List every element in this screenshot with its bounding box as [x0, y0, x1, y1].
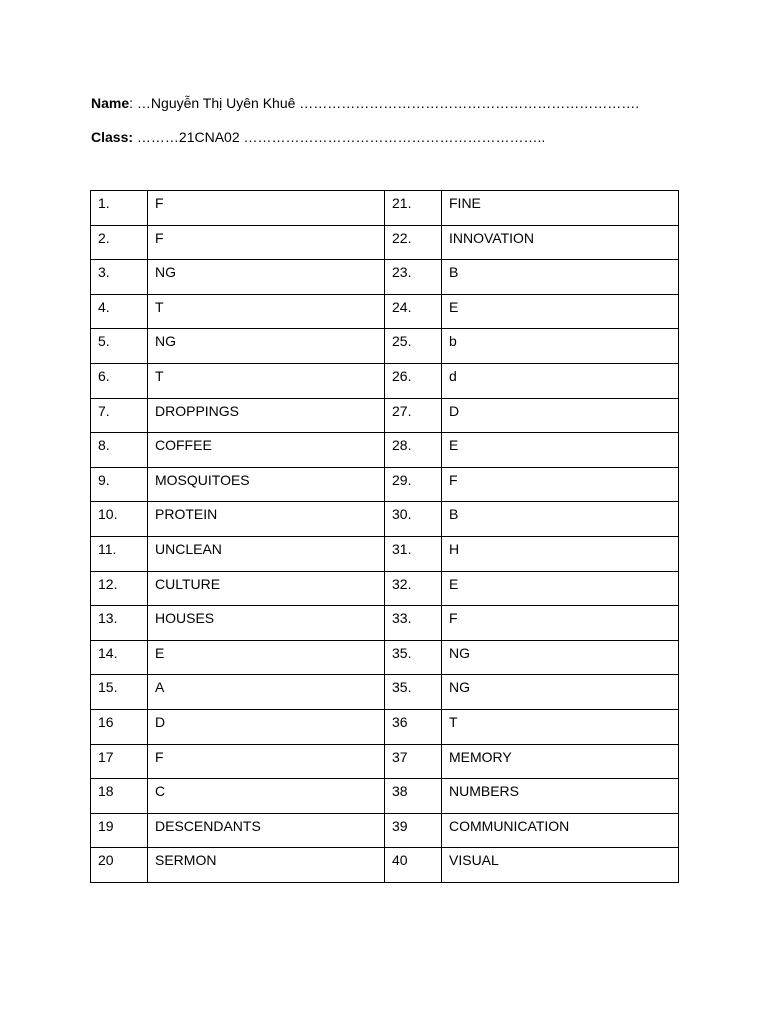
question-number: 2.: [91, 225, 148, 260]
answer-cell: B: [442, 502, 679, 537]
name-line: [91, 94, 639, 112]
answer-cell: A: [148, 675, 385, 710]
answer-cell: F: [442, 606, 679, 641]
answer-table: [90, 190, 679, 883]
answer-cell: VISUAL: [442, 848, 679, 883]
table-row: [91, 260, 679, 295]
table-row: [91, 744, 679, 779]
answer-cell: F: [148, 225, 385, 260]
table-row: [91, 191, 679, 226]
answer-cell: DESCENDANTS: [148, 813, 385, 848]
question-number: 10.: [91, 502, 148, 537]
question-number: 39: [385, 813, 442, 848]
question-number: 14.: [91, 640, 148, 675]
question-number: 13.: [91, 606, 148, 641]
table-row: [91, 606, 679, 641]
answer-cell: NG: [148, 329, 385, 364]
table-row: [91, 813, 679, 848]
answer-cell: UNCLEAN: [148, 536, 385, 571]
answer-cell: H: [442, 536, 679, 571]
question-number: 21.: [385, 191, 442, 226]
answer-cell: b: [442, 329, 679, 364]
question-number: 25.: [385, 329, 442, 364]
table-row: [91, 640, 679, 675]
answer-cell: D: [148, 709, 385, 744]
answer-cell: MEMORY: [442, 744, 679, 779]
question-number: 24.: [385, 294, 442, 329]
question-number: 8.: [91, 433, 148, 468]
table-row: [91, 709, 679, 744]
table-row: [91, 571, 679, 606]
class-line: [91, 128, 545, 146]
question-number: 11.: [91, 536, 148, 571]
answer-cell: E: [148, 640, 385, 675]
answer-cell: FINE: [442, 191, 679, 226]
question-number: 40: [385, 848, 442, 883]
answer-table-body: [91, 191, 679, 883]
answer-cell: SERMON: [148, 848, 385, 883]
answer-cell: PROTEIN: [148, 502, 385, 537]
question-number: 18: [91, 779, 148, 814]
answer-cell: D: [442, 398, 679, 433]
question-number: 1.: [91, 191, 148, 226]
answer-cell: T: [148, 363, 385, 398]
table-row: [91, 225, 679, 260]
question-number: 7.: [91, 398, 148, 433]
question-number: 33.: [385, 606, 442, 641]
answer-cell: T: [148, 294, 385, 329]
answer-cell: C: [148, 779, 385, 814]
table-row: [91, 675, 679, 710]
table-row: [91, 779, 679, 814]
question-number: 9.: [91, 467, 148, 502]
question-number: 17: [91, 744, 148, 779]
answer-cell: INNOVATION: [442, 225, 679, 260]
question-number: 32.: [385, 571, 442, 606]
question-number: 3.: [91, 260, 148, 295]
answer-cell: F: [442, 467, 679, 502]
question-number: 38: [385, 779, 442, 814]
table-row: [91, 536, 679, 571]
answer-cell: DROPPINGS: [148, 398, 385, 433]
table-row: [91, 398, 679, 433]
question-number: 16: [91, 709, 148, 744]
question-number: 36: [385, 709, 442, 744]
question-number: 30.: [385, 502, 442, 537]
table-row: [91, 502, 679, 537]
answer-cell: COMMUNICATION: [442, 813, 679, 848]
question-number: 29.: [385, 467, 442, 502]
answer-cell: CULTURE: [148, 571, 385, 606]
answer-cell: MOSQUITOES: [148, 467, 385, 502]
question-number: 5.: [91, 329, 148, 364]
question-number: 28.: [385, 433, 442, 468]
question-number: 35.: [385, 675, 442, 710]
answer-cell: F: [148, 744, 385, 779]
answer-cell: NG: [148, 260, 385, 295]
question-number: 26.: [385, 363, 442, 398]
answer-cell: F: [148, 191, 385, 226]
table-row: [91, 433, 679, 468]
question-number: 31.: [385, 536, 442, 571]
table-row: [91, 848, 679, 883]
answer-cell: NUMBERS: [442, 779, 679, 814]
table-row: [91, 294, 679, 329]
answer-cell: E: [442, 433, 679, 468]
answer-cell: E: [442, 571, 679, 606]
answer-cell: d: [442, 363, 679, 398]
question-number: 35.: [385, 640, 442, 675]
question-number: 20: [91, 848, 148, 883]
question-number: 37: [385, 744, 442, 779]
question-number: 4.: [91, 294, 148, 329]
answer-cell: NG: [442, 640, 679, 675]
class-value: ………21CNA02 ………………………………………………………..: [133, 129, 546, 145]
question-number: 22.: [385, 225, 442, 260]
question-number: 15.: [91, 675, 148, 710]
question-number: 27.: [385, 398, 442, 433]
table-row: [91, 363, 679, 398]
question-number: 23.: [385, 260, 442, 295]
name-label: Name: [91, 95, 130, 111]
question-number: 12.: [91, 571, 148, 606]
answer-cell: T: [442, 709, 679, 744]
question-number: 19: [91, 813, 148, 848]
class-label: Class:: [91, 129, 134, 145]
answer-cell: E: [442, 294, 679, 329]
table-row: [91, 467, 679, 502]
name-value: : …Nguyễn Thị Uyên Khuê ……………………………………………………………….: [129, 95, 640, 111]
question-number: 6.: [91, 363, 148, 398]
answer-cell: B: [442, 260, 679, 295]
answer-cell: HOUSES: [148, 606, 385, 641]
table-row: [91, 329, 679, 364]
answer-cell: COFFEE: [148, 433, 385, 468]
answer-cell: NG: [442, 675, 679, 710]
